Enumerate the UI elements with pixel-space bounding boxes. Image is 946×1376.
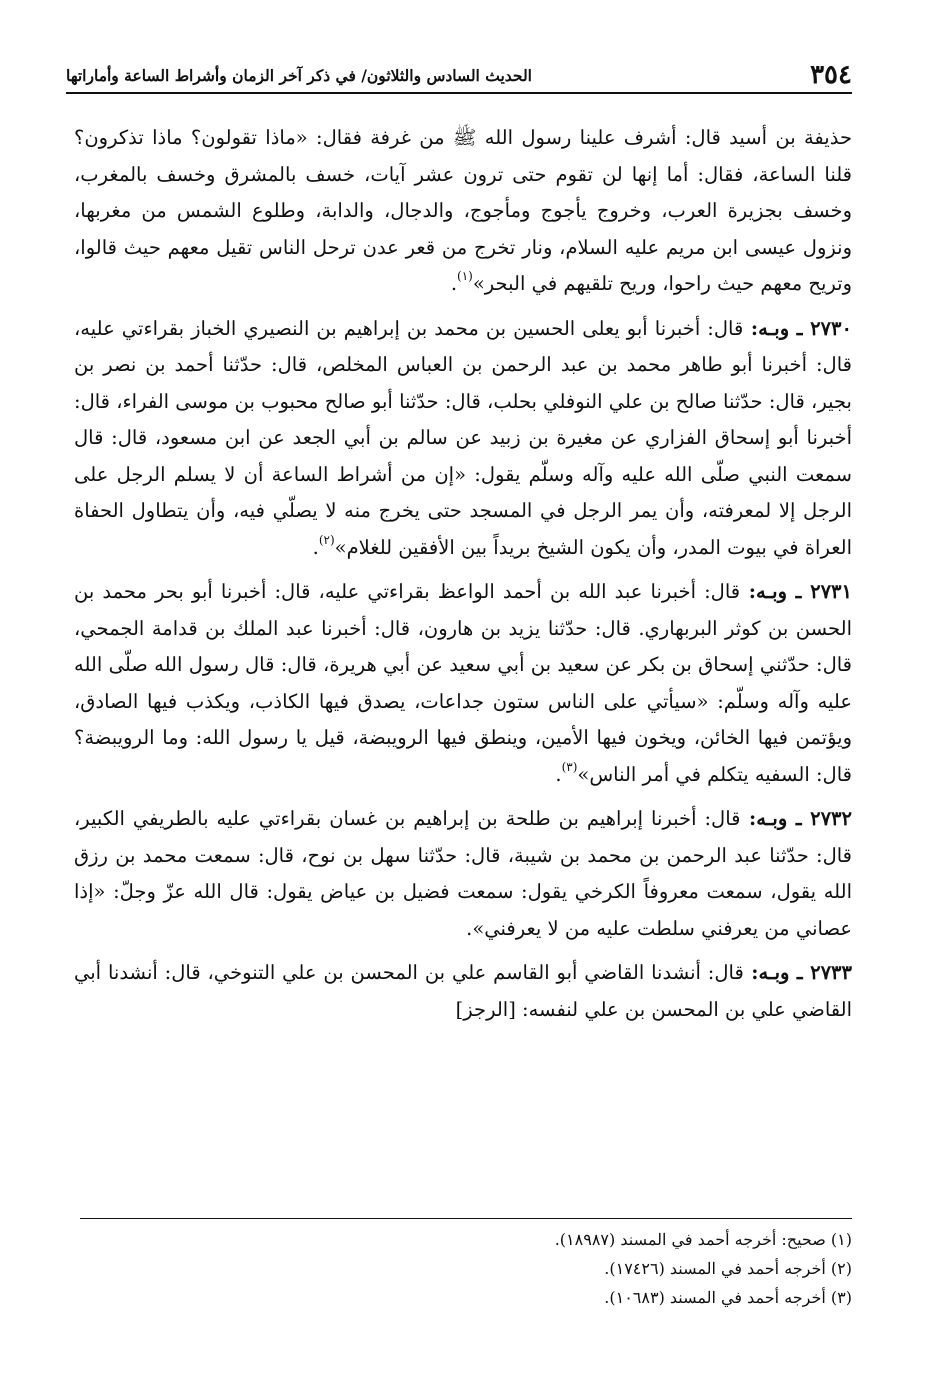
footnotes xyxy=(80,1218,852,1312)
main-text xyxy=(74,120,852,1036)
running-title: الحديث السادس والثلاثون/ في ذكر آخر الزمان وأشراط الساعة وأماراتها xyxy=(66,66,532,85)
paragraph-2732 xyxy=(74,801,852,947)
footnote-ref: (٣) xyxy=(561,759,578,774)
footnote-3: (٣) أخرجه أحمد في المسند (١٠٦٨٣). xyxy=(604,1288,852,1307)
paragraph-text: قال: أخبرنا إبراهيم بن طلحة بن إبراهيم بن غسان بقراءتي عليه بالطريفي الكبير، قال: حدّثنا عبد الرحمن بن محمد بن شيبة، قال: حدّثنا سهل بن نوح، قال: سمعت محمد بن رزق الله يقول، سمعت معروفاً الكرخي يقول: سمعت فضيل بن عياض يقول: قال الله عزّ وجلّ: «إذا عصاني من يعرفني سلطت عليه من لا يعرفني» xyxy=(74,807,852,940)
hadith-number: ٢٧٣٢ ـ وبـه: xyxy=(740,807,852,830)
paragraph-2730 xyxy=(74,311,852,567)
paragraph-end: . xyxy=(312,535,319,559)
paragraph-end: . xyxy=(466,916,473,940)
paragraph-continuation xyxy=(74,120,852,303)
hadith-number: ٢٧٣١ ـ وبـه: xyxy=(740,580,852,603)
paragraph-text: قال: أخبرنا عبد الله بن أحمد الواعظ بقراءتي عليه، قال: أخبرنا أبو بحر محمد بن الحسن بن كوثر البربهاري. قال: حدّثنا يزيد بن هارون، قال: أخبرنا عبد الملك بن قدامة الجمحي، قال: حدّثني إسحاق بن بكر عن سعيد بن أبي سعيد عن أبي هريرة، قال: قال رسول الله صلّى الله عليه وآله وسلّم: «سيأتي على الناس ستون جداعات، يصدق فيها الكاذب، ويكذب فيها الصادق، ويؤتمن فيها الخائن، ويخون فيها الأمين، وينطق فيها الرويبضة، قيل يا رسول الله: وما الرويبضة؟ قال: السفيه يتكلم في أمر الناس» xyxy=(74,580,852,786)
footnote-2: (٢) أخرجه أحمد في المسند (١٧٤٢٦). xyxy=(604,1259,852,1278)
paragraph-text: قال: أخبرنا أبو يعلى الحسين بن محمد بن إبراهيم بن النصيري الخباز بقراءتي عليه، قال: أخبرنا أبو طاهر محمد بن عبد الرحمن بن العباس المخلص، قال: حدّثنا أحمد بن نصر بن بجير، قال: حدّثنا صالح بن علي النوفلي بحلب، قال: حدّثنا أبو صالح محبوب بن موسى الفراء، قال: أخبرنا أبو إسحاق الفزاري عن مغيرة بن زبيد عن سالم بن أبي الجعد عن ابن مسعود، قال: قال سمعت النبي صلّى الله عليه وآله وسلّم يقول: «إن من أشراط الساعة أن لا يسلم الرجل على الرجل إلا لمعرفته، وأن يمر الرجل في المسجد حتى يخرج منه لا يصلّي فيه، وأن يتطاول الحفاة العراة في بيوت المدر، وأن يكون الشيخ بريداً بين الأفقين للغلام» xyxy=(74,316,852,559)
page-number: ٣٥٤ xyxy=(810,60,852,90)
footnote-ref: (١) xyxy=(457,269,473,283)
paragraph-2733 xyxy=(74,955,852,1028)
hadith-number: ٢٧٣٣ ـ وبـه: xyxy=(743,961,852,984)
paragraph-end: . xyxy=(450,272,458,295)
paragraph-2731 xyxy=(74,574,852,793)
footnote-ref: (٢) xyxy=(318,532,335,547)
paragraph-text: حذيفة بن أسيد قال: أشرف علينا رسول الله ﷺ من غرفة فقال: «ماذا تقولون؟ ماذا تذكرون؟ قلنا الساعة، فقال: أما إنها لن تقوم حتى ترون عشر آيات، خسف بالمشرق وخسف بالمغرب، وخسف بجزيرة العرب، وخروج يأجوج ومأجوج، والدجال، والدابة، وطلوع الشمس من مغربها، ونزول عيسى ابن مريم عليه السلام، ونار تخرج من قعر عدن ترحل الناس تقيل معهم حيث قالوا، وتريح معهم حيث راحوا، وريح تلقيهم في البحر» xyxy=(74,126,852,295)
footnote-1: (١) صحيح: أخرجه أحمد في المسند (١٨٩٨٧). xyxy=(554,1230,852,1249)
hadith-number: ٢٧٣٠ ـ وبـه: xyxy=(743,316,852,340)
paragraph-end: . xyxy=(555,762,562,786)
paragraph-text: قال: أنشدنا القاضي أبو القاسم علي بن المحسن بن علي التنوخي، قال: أنشدنا أبي القاضي علي بن المحسن بن علي لنفسه: [الرجز] xyxy=(74,961,852,1021)
page-header xyxy=(66,58,852,94)
